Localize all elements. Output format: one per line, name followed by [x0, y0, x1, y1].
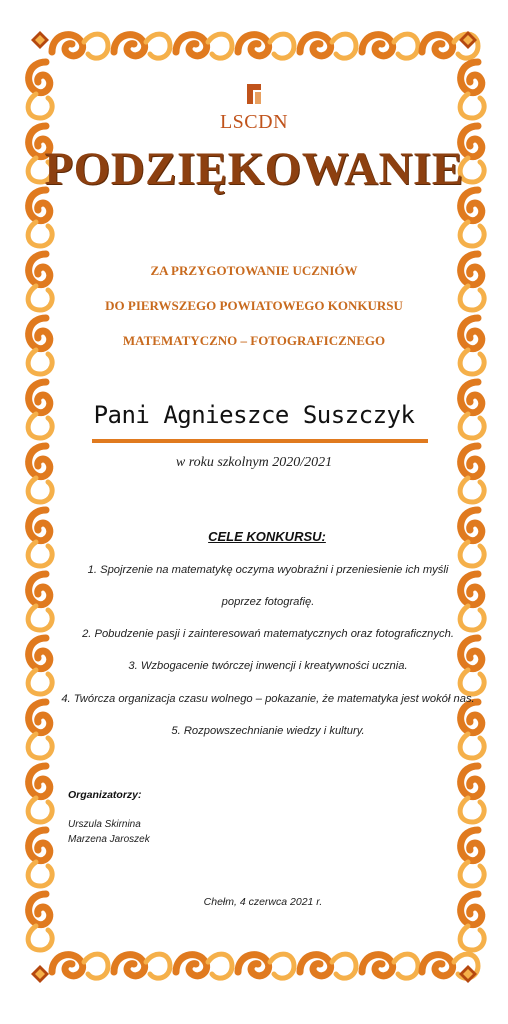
- goal-item: 2. Pobudzenie pasji i zainteresowań matematycznych oraz fotograficznych.: [82, 628, 454, 640]
- certificate-title: PODZIĘKOWANIE: [44, 143, 464, 195]
- school-year: w roku szkolnym 2020/2021: [175, 455, 333, 470]
- goals-heading: CELE KONKURSU:: [208, 529, 326, 544]
- organizers-heading: Organizatorzy:: [68, 789, 142, 801]
- recipient-underline: [92, 439, 428, 443]
- recipient-name: Pani Agnieszce Suszczyk: [93, 401, 415, 429]
- subtitle-line-1: ZA PRZYGOTOWANIE UCZNIÓW: [150, 263, 358, 278]
- border-bottom: [52, 954, 478, 978]
- lscdn-logo-icon: [243, 82, 265, 106]
- goal-item: 4. Twórcza organizacja czasu wolnego – pokazanie, że matematyka jest wokół nas.: [61, 693, 475, 705]
- goal-item: 3. Wzbogacenie twórczej inwencji i kreatywności ucznia.: [128, 660, 408, 672]
- organizer-name: Urszula Skirnina: [68, 819, 141, 830]
- place-and-date: Chełm, 4 czerwca 2021 r.: [203, 896, 323, 908]
- goal-item: poprzez fotografię.: [221, 596, 315, 608]
- border-top: [52, 34, 478, 58]
- subtitle-line-2: DO PIERWSZEGO POWIATOWEGO KONKURSU: [105, 298, 403, 313]
- logo-text: LSCDN: [219, 111, 289, 133]
- lscdn-logo: [0, 82, 508, 134]
- organizer-name: Marzena Jaroszek: [68, 834, 150, 845]
- goal-item: 1. Spojrzenie na matematykę oczyma wyobraźni i przeniesienie ich myśli: [87, 564, 449, 576]
- goal-item: 5. Rozpowszechnianie wiedzy i kultury.: [171, 725, 365, 737]
- subtitle-line-3: MATEMATYCZNO – FOTOGRAFICZNEGO: [122, 333, 386, 348]
